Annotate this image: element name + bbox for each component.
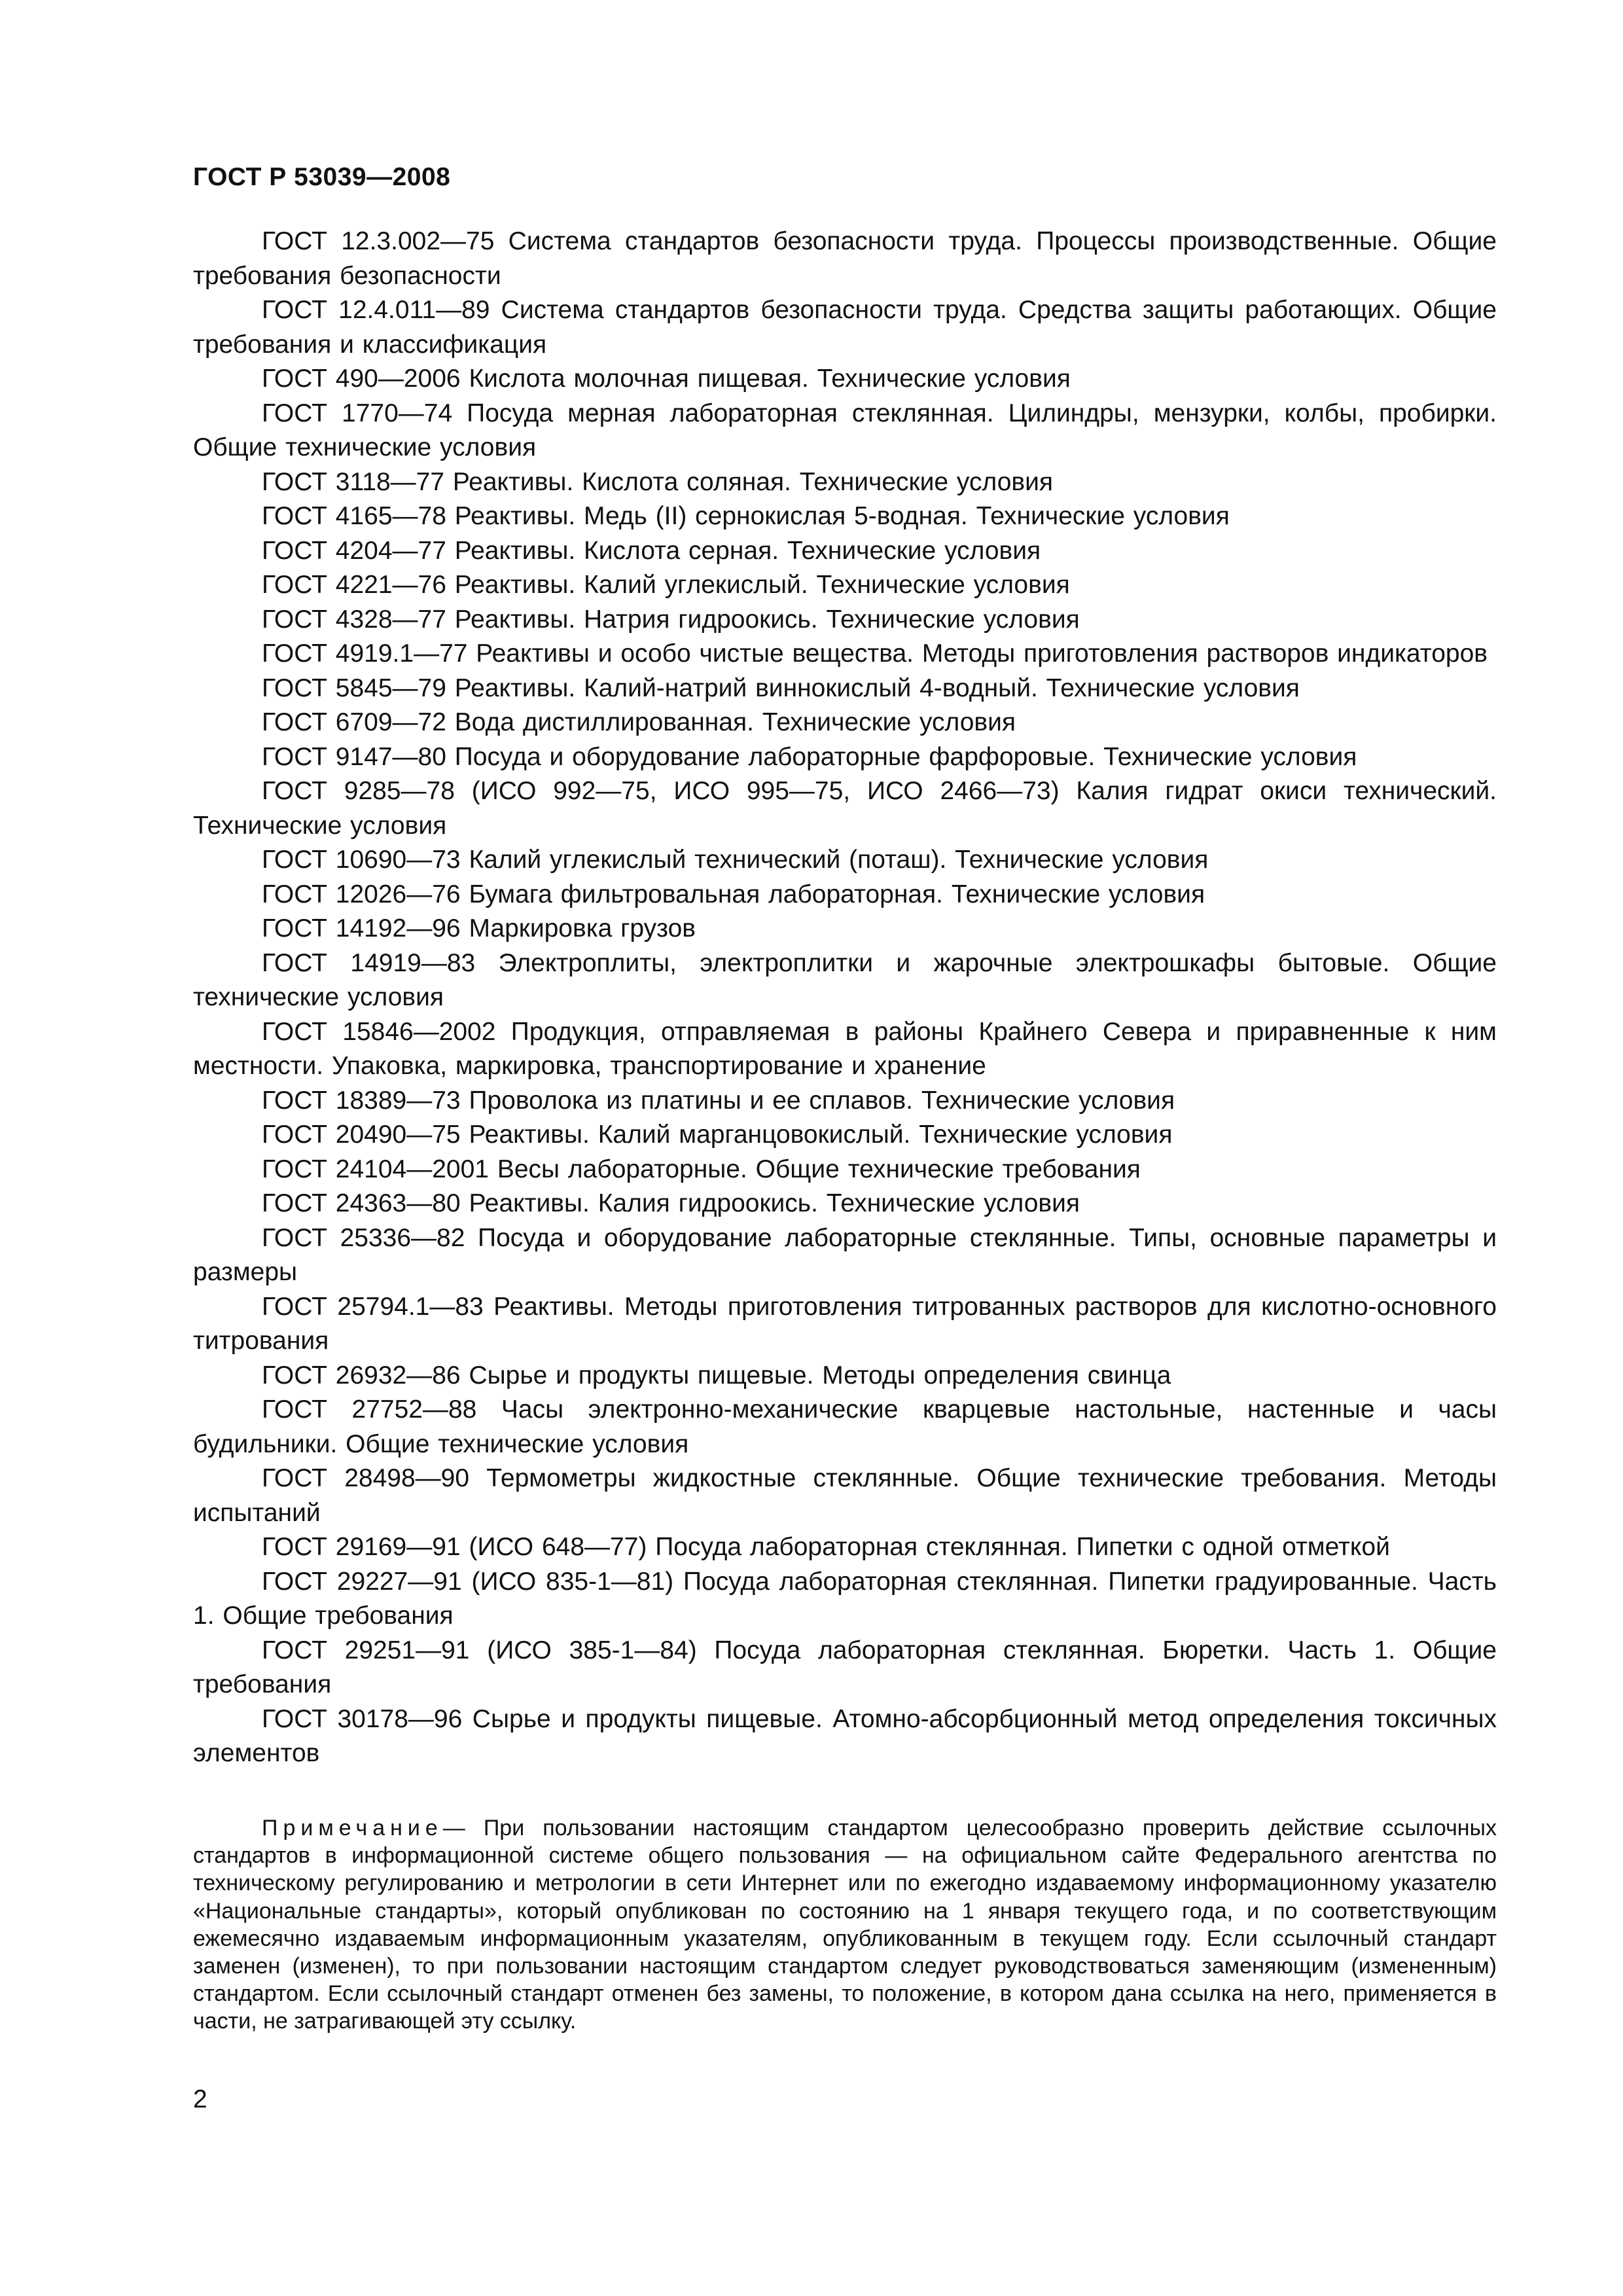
- reference-item: ГОСТ 18389—73 Проволока из платины и ее сплавов. Технические условия: [262, 1086, 1175, 1115]
- reference-item: ГОСТ 5845—79 Реактивы. Калий-натрий виннокислый 4-водный. Технические условия: [262, 673, 1300, 702]
- reference-item: ГОСТ 12026—76 Бумага фильтровальная лабораторная. Технические условия: [262, 880, 1205, 908]
- reference-item: ГОСТ 10690—73 Калий углекислый технический (поташ). Технические условия: [262, 846, 1209, 874]
- reference-item: ГОСТ 26932—86 Сырье и продукты пищевые. Методы определения свинца: [262, 1361, 1171, 1390]
- page-number: 2: [193, 2085, 207, 2113]
- reference-item: ГОСТ 24363—80 Реактивы. Калия гидроокись. Технические условия: [262, 1189, 1080, 1217]
- reference-item: ГОСТ 29251—91 (ИСО 385-1—84) Посуда лабораторная стеклянная. Бюретки. Часть 1. Общие требования: [193, 1636, 1497, 1698]
- reference-item: ГОСТ 4919.1—77 Реактивы и особо чистые вещества. Методы приготовления растворов индикаторов: [262, 639, 1488, 668]
- reference-item: ГОСТ 4328—77 Реактивы. Натрия гидроокись. Технические условия: [262, 605, 1080, 634]
- reference-item: ГОСТ 20490—75 Реактивы. Калий марганцовокислый. Технические условия: [262, 1121, 1173, 1149]
- normative-references-list: [193, 224, 1497, 1771]
- reference-item: ГОСТ 30178—96 Сырье и продукты пищевые. Атомно-абсорбционный метод определения токсичных элементов: [193, 1704, 1497, 1767]
- reference-item: ГОСТ 4204—77 Реактивы. Кислота серная. Технические условия: [262, 536, 1041, 565]
- reference-item: ГОСТ 29169—91 (ИСО 648—77) Посуда лабораторная стеклянная. Пипетки с одной отметкой: [262, 1533, 1390, 1561]
- reference-item: ГОСТ 12.3.002—75 Система стандартов безопасности труда. Процессы производственные. Общие требования безопасности: [193, 227, 1497, 290]
- reference-item: ГОСТ 14919—83 Электроплиты, электроплитки и жарочные электрошкафы бытовые. Общие технические условия: [193, 948, 1497, 1011]
- reference-item: ГОСТ 6709—72 Вода дистиллированная. Технические условия: [262, 708, 1016, 736]
- note-text: — При пользовании настоящим стандартом целесообразно проверить действие ссылочных стандартов в информационной системе общего пользования — на официальном сайте Федерального агентства по техническому регулированию и метрологии в сети Интернет или по ежегодно издаваемому информационному указателю «Национальные стандарты», который опубликован по состоянию на 1 января текущего года, и по соответствующим ежемесячно издаваемым информационным указателям, опубликованным в текущем году. Если ссылочный стандарт заменен (изменен), то при пользовании настоящим стандартом следует руководствоваться заменяющим (измененным) стандартом. Если ссылочный стандарт отменен без замены, то положение, в котором дана ссылка на него, применяется в части, не затрагивающей эту ссылку.: [193, 1816, 1497, 2034]
- document-header: ГОСТ Р 53039—2008: [193, 163, 451, 191]
- reference-item: ГОСТ 4165—78 Реактивы. Медь (II) сернокислая 5-водная. Технические условия: [262, 502, 1230, 530]
- reference-item: ГОСТ 29227—91 (ИСО 835-1—81) Посуда лабораторная стеклянная. Пипетки градуированные. Часть 1. Общие требования: [193, 1567, 1497, 1630]
- reference-item: ГОСТ 24104—2001 Весы лабораторные. Общие технические требования: [262, 1155, 1141, 1183]
- reference-note: [193, 1814, 1497, 2036]
- reference-item: ГОСТ 15846—2002 Продукция, отправляемая в районы Крайнего Севера и приравненные к ним местности. Упаковка, маркировка, транспортирование и хранение: [193, 1017, 1497, 1080]
- reference-item: ГОСТ 3118—77 Реактивы. Кислота соляная. Технические условия: [262, 467, 1054, 496]
- reference-item: ГОСТ 25336—82 Посуда и оборудование лабораторные стеклянные. Типы, основные параметры и размеры: [193, 1223, 1497, 1286]
- reference-item: ГОСТ 14192—96 Маркировка грузов: [262, 914, 696, 942]
- reference-item: ГОСТ 4221—76 Реактивы. Калий углекислый. Технические условия: [262, 571, 1070, 599]
- reference-item: ГОСТ 27752—88 Часы электронно-механические кварцевые настольные, настенные и часы будильники. Общие технические условия: [193, 1395, 1497, 1458]
- reference-item: ГОСТ 490—2006 Кислота молочная пищевая. Технические условия: [262, 365, 1071, 393]
- note-label: Примечание: [262, 1816, 443, 1840]
- reference-item: ГОСТ 9285—78 (ИСО 992—75, ИСО 995—75, ИСО 2466—73) Калия гидрат окиси технический. Технические условия: [193, 777, 1497, 840]
- reference-item: ГОСТ 1770—74 Посуда мерная лабораторная стеклянная. Цилиндры, мензурки, колбы, пробирки. Общие технические условия: [193, 399, 1497, 461]
- reference-item: ГОСТ 25794.1—83 Реактивы. Методы приготовления титрованных растворов для кислотно-основного титрования: [193, 1292, 1497, 1355]
- reference-item: ГОСТ 12.4.011—89 Система стандартов безопасности труда. Средства защиты работающих. Общие требования и классификация: [193, 296, 1497, 359]
- reference-item: ГОСТ 9147—80 Посуда и оборудование лабораторные фарфоровые. Технические условия: [262, 742, 1357, 771]
- reference-item: ГОСТ 28498—90 Термометры жидкостные стеклянные. Общие технические требования. Методы испытаний: [193, 1464, 1497, 1527]
